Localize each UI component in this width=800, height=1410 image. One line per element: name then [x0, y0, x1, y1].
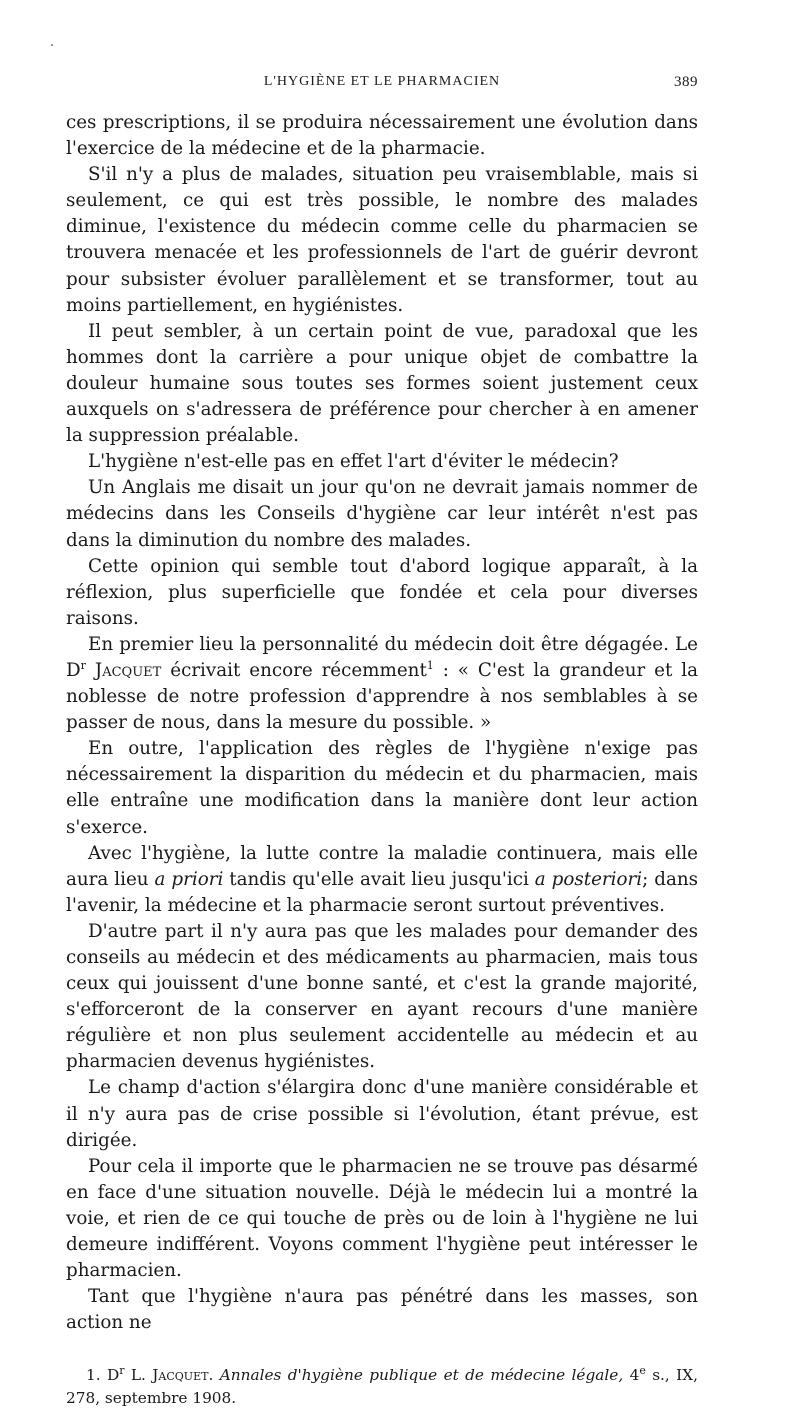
footnote-author: L. Jacquet.: [124, 1366, 214, 1385]
paragraph: Il peut sembler, à un certain point de vue, paradoxal que les hommes dont la carrière a pour unique objet de combattre la douleur humaine sous toutes ses formes soient justement ceux auxquels on s'adressera de préférence pour chercher à en amener la suppression préalable.: [66, 320, 698, 447]
footnote-number: 1. D: [86, 1366, 120, 1385]
footnote-journal: Annales d'hygiène publique et de médecine légale,: [219, 1366, 624, 1385]
scan-speck: [51, 44, 53, 46]
paragraph: ces prescriptions, il se produira nécessairement une évolution dans l'exercice de la médecine et de la pharmacie.: [66, 112, 698, 160]
paragraph: D'autre part il n'y aura pas que les malades pour demander des conseils au médecin et des médicaments au pharmacien, mais tous ceux qui jouissent d'une bonne santé, et c'est la grande majorité, s'efforceront de la conserver en ayant recours d'une manière régulière et non plus seulement accidentelle au médecin et au pharmacien devenus hygiénistes.: [66, 920, 698, 1073]
text-segment: tandis qu'elle avait lieu jusqu'ici: [223, 868, 535, 890]
paragraph-a-priori: [66, 841, 698, 919]
footnote-details: s., IX, 278, septembre 1908.: [66, 1366, 698, 1408]
footnote-details: 4: [623, 1366, 640, 1385]
paragraph: Pour cela il importe que le pharmacien ne se trouve pas désarmé en face d'une situation nouvelle. Déjà le médecin lui a montré la voie, et rien de ce qui touche de près ou de loin à l'hygiène ne lui demeure indifférent. Voyons comment l'hygiène peut intéresser le pharmacien.: [66, 1155, 698, 1282]
page-header: [66, 70, 698, 98]
paragraph: En outre, l'application des règles de l'hygiène n'exige pas nécessairement la disparition du médecin et du pharmacien, mais elle entraîne une modification dans la manière dont leur action s'exerce.: [66, 738, 698, 838]
superscript: r: [80, 658, 86, 672]
paragraph: Un Anglais me disait un jour qu'on ne devrait jamais nommer de médecins dans les Conseils d'hygiène car leur intérêt n'est pas dans la diminution du nombre des malades.: [66, 477, 698, 551]
page-number: 389: [674, 74, 698, 90]
italic-term: a posteriori: [534, 868, 643, 890]
paragraph: Tant que l'hygiène n'aura pas pénétré dans les masses, son action ne: [66, 1286, 698, 1334]
paragraph: Cette opinion qui semble tout d'abord logique apparaît, à la réflexion, plus superficielle que fondée et cela pour diverses raisons.: [66, 555, 698, 629]
running-title: L'HYGIÈNE ET LE PHARMACIEN: [263, 74, 501, 89]
text-segment: : « C'est la grandeur et la noblesse de notre profession d'apprendre à nos semblables à se passer de nous, dans la mesure du possible. »: [66, 659, 698, 734]
paragraph: L'hygiène n'est-elle pas en effet l'art d'éviter le médecin?: [88, 451, 619, 473]
author-name: Jacquet: [94, 659, 162, 681]
body-text: [66, 110, 698, 1336]
footnote: [66, 1364, 698, 1410]
paragraph: Le champ d'action s'élargira donc d'une manière considérable et il n'y aura pas de crise possible si l'évolution, étant prévue, est dirigée.: [66, 1077, 698, 1151]
superscript: r: [119, 1364, 125, 1378]
paragraph: S'il n'y a plus de malades, situation peu vraisemblable, mais si seulement, ce qui est très possible, le nombre des malades diminue, l'existence du médecin comme celle du pharmacien se trouvera menacée et les professionnels de l'art de guérir devront pour subsister évoluer parallèlement et se transformer, tout au moins partiellement, en hygiénistes.: [66, 164, 698, 316]
text-segment: ; dans l'avenir, la médecine et la pharmacie seront surtout préventives.: [66, 868, 698, 916]
paragraph-jacquet-quote: [66, 632, 698, 736]
footnote-reference[interactable]: 1: [426, 658, 434, 672]
text-segment: En premier lieu la personnalité du médecin doit être dégagée. Le D: [66, 633, 698, 681]
superscript: e: [639, 1364, 646, 1378]
text-segment: Avec l'hygiène, la lutte contre la maladie continuera, mais elle aura lieu: [66, 842, 698, 890]
book-page: [66, 70, 698, 1410]
italic-term: a priori: [154, 868, 224, 890]
text-segment: écrivait encore récemment: [161, 659, 427, 681]
